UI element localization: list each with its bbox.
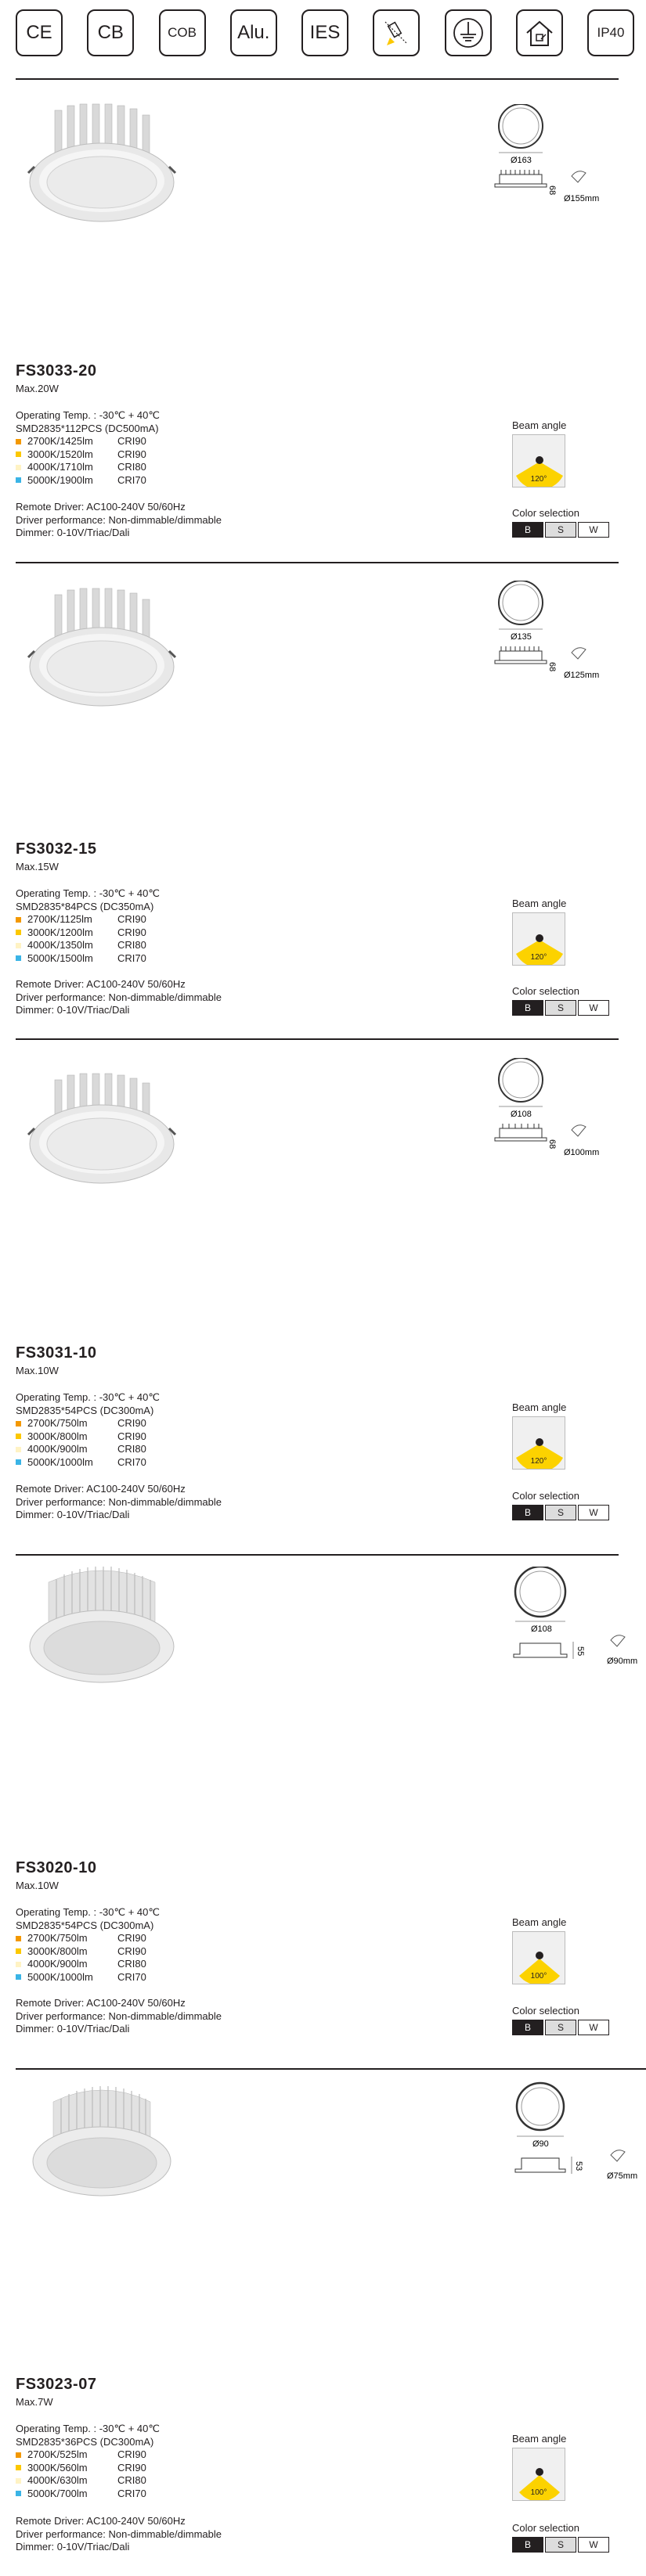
- cct-row: [16, 1456, 160, 1470]
- cct-value: 2700K/750lm: [27, 1932, 88, 1944]
- cct-row: [16, 939, 160, 952]
- cct-row: [16, 1971, 160, 1984]
- beam-angle-diagram: [512, 1931, 565, 1984]
- beam-angle-diagram: [512, 434, 565, 487]
- cct-row: [16, 2474, 160, 2488]
- cutout-size: Ø155mm: [564, 194, 600, 203]
- beam-angle-label: Beam angle: [512, 1916, 567, 1928]
- color-selection: [512, 1505, 611, 1520]
- max-power: Max.20W: [16, 383, 59, 394]
- dimension-drawing: [485, 2081, 642, 2199]
- led-config: SMD2835*112PCS (DC500mA): [16, 422, 159, 434]
- cct-swatch: [16, 917, 21, 923]
- model-number: FS3032-15: [16, 840, 97, 858]
- indoor-house-icon: [516, 9, 563, 56]
- cct-swatch: [16, 1962, 21, 1967]
- product-fs3032-15: [16, 565, 619, 1034]
- aluminium-icon: [230, 9, 277, 56]
- cri-value: CRI80: [117, 461, 146, 473]
- beam-angle-value: 120°: [530, 1457, 547, 1466]
- cct-swatch: [16, 1936, 21, 1941]
- cb-mark-icon: [87, 9, 134, 56]
- driver-info: [16, 978, 222, 1017]
- color-option-black: B: [512, 522, 543, 538]
- dimension-drawing: [485, 104, 611, 221]
- color-option-silver: S: [545, 1000, 576, 1016]
- cct-value: 5000K/1000lm: [27, 1970, 93, 1983]
- remote-driver: Remote Driver: AC100-240V 50/60Hz: [16, 2515, 186, 2527]
- driver-info: [16, 1483, 222, 1522]
- color-selection-label: Color selection: [512, 1490, 579, 1502]
- cb-mark-label: CB: [97, 22, 124, 43]
- max-power: Max.10W: [16, 1365, 59, 1376]
- cct-row: [16, 913, 160, 926]
- cri-value: CRI80: [117, 1958, 146, 1970]
- cct-row: [16, 474, 160, 487]
- beam-angle-value: 120°: [530, 953, 547, 962]
- cct-value: 3000K/1520lm: [27, 448, 93, 460]
- color-option-white: W: [578, 522, 609, 538]
- led-config: SMD2835*54PCS (DC300mA): [16, 1404, 154, 1416]
- cri-value: CRI90: [117, 1430, 146, 1442]
- cct-row: [16, 448, 160, 462]
- beam-angle-value: 120°: [530, 475, 547, 484]
- cct-swatch: [16, 439, 21, 444]
- cct-swatch: [16, 930, 21, 935]
- remote-driver: Remote Driver: AC100-240V 50/60Hz: [16, 501, 186, 513]
- beam-angle-label: Beam angle: [512, 419, 567, 431]
- cri-value: CRI70: [117, 2487, 146, 2499]
- operating-temp: Operating Temp. : -30℃ + 40℃: [16, 409, 160, 421]
- cri-value: CRI80: [117, 1443, 146, 1455]
- cct-value: 4000K/630lm: [27, 2474, 88, 2486]
- spec-list: [16, 1906, 160, 1984]
- ip40-label: IP40: [597, 25, 625, 40]
- cct-value: 5000K/1000lm: [27, 1455, 93, 1468]
- max-power: Max.7W: [16, 2396, 53, 2408]
- cob-icon: [159, 9, 206, 56]
- cct-value: 3000K/1200lm: [27, 926, 93, 938]
- led-config: SMD2835*84PCS (DC350mA): [16, 900, 154, 912]
- ce-mark-icon: [16, 9, 63, 56]
- driver-performance: Driver performance: Non-dimmable/dimmable: [16, 1495, 222, 1508]
- model-number: FS3020-10: [16, 1859, 97, 1876]
- cct-value: 5000K/1900lm: [27, 473, 93, 486]
- cct-value: 5000K/700lm: [27, 2487, 88, 2499]
- dim-outer: Ø108: [511, 1110, 532, 1119]
- cct-row: [16, 2488, 160, 2501]
- cri-value: CRI80: [117, 939, 146, 951]
- cct-row: [16, 952, 160, 966]
- cutout-size: Ø125mm: [564, 671, 600, 680]
- dim-height: 68: [547, 185, 557, 196]
- cct-row: [16, 1443, 160, 1456]
- adjustable-spot-icon: [373, 9, 420, 56]
- cct-row: [16, 1430, 160, 1444]
- dimension-drawing: [485, 1567, 642, 1684]
- operating-temp: Operating Temp. : -30℃ + 40℃: [16, 887, 160, 899]
- cct-swatch: [16, 2478, 21, 2484]
- section-divider: [16, 562, 619, 563]
- beam-angle-label: Beam angle: [512, 2433, 567, 2445]
- product-fs3031-10: [16, 1042, 619, 1543]
- driver-performance: Driver performance: Non-dimmable/dimmable: [16, 2009, 222, 2022]
- cct-swatch: [16, 452, 21, 457]
- remote-driver: Remote Driver: AC100-240V 50/60Hz: [16, 1997, 186, 2009]
- driver-performance: Driver performance: Non-dimmable/dimmable: [16, 2527, 222, 2540]
- cct-value: 4000K/900lm: [27, 1443, 88, 1455]
- cct-row: [16, 461, 160, 474]
- operating-temp: Operating Temp. : -30℃ + 40℃: [16, 2423, 160, 2434]
- beam-angle-label: Beam angle: [512, 1401, 567, 1413]
- product-fs3023-07: [16, 2074, 638, 2574]
- color-selection-label: Color selection: [512, 2005, 579, 2017]
- cct-swatch: [16, 1421, 21, 1427]
- cct-value: 3000K/800lm: [27, 1945, 88, 1957]
- spec-list: [16, 1391, 160, 1469]
- cct-value: 2700K/750lm: [27, 1417, 88, 1429]
- cct-swatch: [16, 477, 21, 483]
- cri-value: CRI90: [117, 2448, 146, 2460]
- cct-row: [16, 2448, 160, 2462]
- section-divider: [16, 78, 619, 80]
- max-power: Max.10W: [16, 1880, 59, 1891]
- cct-swatch: [16, 1974, 21, 1980]
- ip40-icon: [587, 9, 634, 56]
- cct-row: [16, 1945, 160, 1959]
- cri-value: CRI90: [117, 913, 146, 925]
- cri-value: CRI90: [117, 1932, 146, 1944]
- color-option-silver: S: [545, 522, 576, 538]
- driver-info: [16, 2515, 222, 2554]
- led-config: SMD2835*36PCS (DC300mA): [16, 2435, 154, 2448]
- dim-outer: Ø135: [511, 632, 532, 642]
- color-selection: [512, 522, 611, 538]
- dim-height: 68: [547, 1139, 557, 1149]
- downlight-photo: [16, 2074, 188, 2222]
- beam-angle-value: 100°: [530, 1972, 547, 1981]
- cct-swatch: [16, 943, 21, 948]
- model-number: FS3023-07: [16, 2376, 97, 2393]
- beam-angle-diagram: [512, 912, 565, 966]
- color-selection-label: Color selection: [512, 2522, 579, 2534]
- color-option-white: W: [578, 2020, 609, 2035]
- color-option-silver: S: [545, 2537, 576, 2553]
- beam-angle-label: Beam angle: [512, 898, 567, 909]
- led-config: SMD2835*54PCS (DC300mA): [16, 1919, 154, 1931]
- color-option-silver: S: [545, 2020, 576, 2035]
- section-divider: [16, 2068, 646, 2070]
- cct-swatch: [16, 1447, 21, 1452]
- color-selection: [512, 1000, 611, 1016]
- cri-value: CRI90: [117, 1945, 146, 1957]
- ies-label: IES: [309, 22, 341, 43]
- color-option-black: B: [512, 2537, 543, 2553]
- cri-value: CRI70: [117, 473, 146, 486]
- color-selection: [512, 2020, 611, 2035]
- dim-height: 68: [547, 662, 557, 672]
- driver-info: [16, 501, 222, 540]
- certification-strip: [16, 8, 634, 58]
- cutout-size: Ø90mm: [607, 1657, 638, 1666]
- beam-angle-value: 100°: [530, 2488, 547, 2497]
- cct-row: [16, 2462, 160, 2475]
- cct-value: 2700K/1425lm: [27, 435, 93, 447]
- operating-temp: Operating Temp. : -30℃ + 40℃: [16, 1906, 160, 1918]
- cri-value: CRI90: [117, 448, 146, 460]
- cct-value: 4000K/900lm: [27, 1958, 88, 1970]
- color-option-white: W: [578, 1000, 609, 1016]
- dim-height: 53: [574, 2161, 583, 2171]
- cct-swatch: [16, 2452, 21, 2458]
- dimension-drawing: [485, 1058, 611, 1175]
- cct-value: 5000K/1500lm: [27, 952, 93, 964]
- cct-row: [16, 435, 160, 448]
- color-option-silver: S: [545, 1505, 576, 1520]
- cri-value: CRI70: [117, 952, 146, 964]
- dimmer-type: Dimmer: 0-10V/Triac/Dali: [16, 527, 130, 538]
- spec-list: [16, 887, 160, 965]
- color-selection-label: Color selection: [512, 985, 579, 997]
- downlight-photo: [16, 1042, 188, 1191]
- cob-label: COB: [168, 25, 197, 40]
- product-fs3033-20: [16, 81, 619, 566]
- remote-driver: Remote Driver: AC100-240V 50/60Hz: [16, 978, 186, 990]
- dim-outer: Ø90: [532, 2139, 549, 2149]
- dimension-drawing: [485, 581, 611, 698]
- beam-angle-diagram: [512, 1416, 565, 1470]
- cri-value: CRI90: [117, 435, 146, 447]
- downlight-photo: [16, 565, 188, 714]
- driver-performance: Driver performance: Non-dimmable/dimmable: [16, 991, 222, 1003]
- cutout-size: Ø75mm: [607, 2171, 638, 2181]
- cct-value: 3000K/560lm: [27, 2461, 88, 2473]
- cri-value: CRI70: [117, 1455, 146, 1468]
- cct-value: 2700K/525lm: [27, 2448, 88, 2460]
- cct-swatch: [16, 465, 21, 470]
- cct-swatch: [16, 1459, 21, 1465]
- remote-driver: Remote Driver: AC100-240V 50/60Hz: [16, 1483, 186, 1495]
- cct-row: [16, 1417, 160, 1430]
- driver-info: [16, 1997, 222, 2036]
- downlight-photo: [16, 81, 188, 229]
- cct-row: [16, 926, 160, 940]
- cct-row: [16, 1932, 160, 1945]
- cct-value: 3000K/800lm: [27, 1430, 88, 1442]
- dimmer-type: Dimmer: 0-10V/Triac/Dali: [16, 2023, 130, 2035]
- cct-swatch: [16, 1434, 21, 1439]
- cct-swatch: [16, 955, 21, 961]
- color-option-black: B: [512, 1505, 543, 1520]
- dim-height: 55: [576, 1646, 585, 1657]
- section-divider: [16, 1038, 619, 1040]
- max-power: Max.15W: [16, 861, 59, 872]
- cri-value: CRI90: [117, 2461, 146, 2473]
- dim-outer: Ø108: [531, 1624, 552, 1634]
- cct-swatch: [16, 2491, 21, 2496]
- spec-list: [16, 2423, 160, 2500]
- dimmer-type: Dimmer: 0-10V/Triac/Dali: [16, 1509, 130, 1520]
- color-selection: [512, 2537, 611, 2553]
- operating-temp: Operating Temp. : -30℃ + 40℃: [16, 1391, 160, 1403]
- cri-value: CRI80: [117, 2474, 146, 2486]
- cct-value: 2700K/1125lm: [27, 913, 92, 925]
- model-number: FS3031-10: [16, 1344, 97, 1362]
- cri-value: CRI90: [117, 926, 146, 938]
- driver-performance: Driver performance: Non-dimmable/dimmable: [16, 513, 222, 526]
- color-option-black: B: [512, 2020, 543, 2035]
- cct-swatch: [16, 2465, 21, 2470]
- spec-list: [16, 409, 160, 487]
- section-divider: [16, 1554, 619, 1556]
- color-option-white: W: [578, 2537, 609, 2553]
- downlight-photo: [16, 1559, 188, 1707]
- color-option-white: W: [578, 1505, 609, 1520]
- dim-outer: Ø163: [511, 156, 532, 165]
- cri-value: CRI90: [117, 1417, 146, 1429]
- beam-angle-diagram: [512, 2448, 565, 2501]
- product-fs3020-10: [16, 1559, 638, 2060]
- cct-value: 4000K/1350lm: [27, 939, 93, 951]
- cct-value: 4000K/1710lm: [27, 461, 93, 473]
- color-selection-label: Color selection: [512, 507, 579, 519]
- dimmer-type: Dimmer: 0-10V/Triac/Dali: [16, 2541, 130, 2553]
- cct-swatch: [16, 1948, 21, 1954]
- ce-mark-label: CE: [26, 22, 52, 43]
- cct-row: [16, 1958, 160, 1971]
- cri-value: CRI70: [117, 1970, 146, 1983]
- dimmer-type: Dimmer: 0-10V/Triac/Dali: [16, 1004, 130, 1016]
- color-option-black: B: [512, 1000, 543, 1016]
- earth-ground-icon: [445, 9, 492, 56]
- cutout-size: Ø100mm: [564, 1148, 600, 1157]
- model-number: FS3033-20: [16, 362, 97, 380]
- aluminium-label: Alu.: [237, 22, 270, 43]
- ies-icon: [301, 9, 348, 56]
